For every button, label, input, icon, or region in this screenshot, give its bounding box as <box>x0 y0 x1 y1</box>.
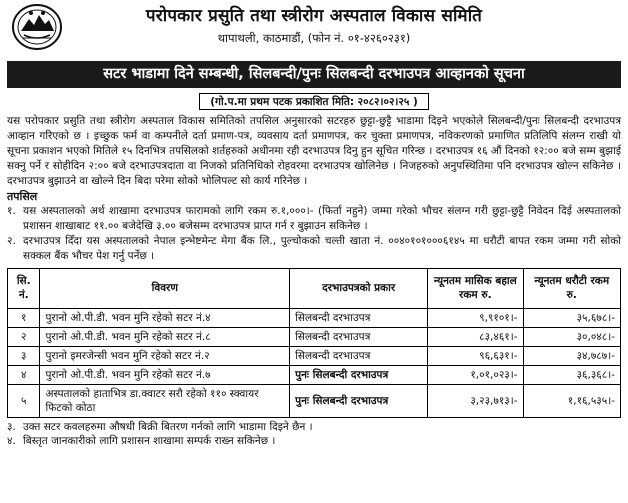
cell-deposit: ३४,७८७।- <box>523 346 620 365</box>
term-item <box>7 420 621 435</box>
cell-bid-type: सिलबन्दी दरभाउपत्र <box>290 346 428 365</box>
term-item <box>7 204 621 234</box>
cell-monthly-rent: ९६,६३१।- <box>428 346 523 365</box>
cell-deposit: ३५,६७८।- <box>523 308 620 327</box>
cell-monthly-rent: ३,२३,७१३।- <box>428 384 523 417</box>
term-number: ४. <box>7 435 16 448</box>
cell-deposit: १,१६,५३५।- <box>523 384 620 417</box>
cell-serial: ३ <box>8 346 40 365</box>
cell-description: अस्पतालको हाताभित्र डा.क्वाटर सरौ रहेको ११० स्क्वायर फिटको कोठा <box>40 384 290 417</box>
header-deposit: न्यूनतम धरौटी रकम रु. <box>523 268 620 308</box>
cell-serial: ४ <box>8 365 40 384</box>
header-serial: सि. नं. <box>8 268 40 308</box>
terms-heading: तपसिल <box>7 190 38 204</box>
notice-title: सटर भाडामा दिने सम्बन्धी, सिलबन्दी/पुनः सिलबन्दी दरभाउपत्र आव्हानको सूचना <box>7 61 621 88</box>
cell-description: पुरानो ओ.पी.डी. भवन मुनि रहेको सटर नं.८ <box>40 327 290 346</box>
cell-description: पुरानो इमरजेन्सी भवन मुनि रहेको सटर नं.२ <box>40 346 290 365</box>
cell-monthly-rent: १,०१,०२३।- <box>428 365 523 384</box>
header-monthly-rent: न्यूनतम मासिक बहाल रकम रु. <box>428 268 523 308</box>
term-item <box>7 234 621 264</box>
cell-serial: ५ <box>8 384 40 417</box>
publication-date: (गो.प.मा प्रथम पटक प्रकाशित मिति: २०८२।०२।२५ ) <box>199 93 429 110</box>
cell-bid-type: पुनः सिलबन्दी दरभाउपत्र <box>290 365 428 384</box>
terms-list <box>7 204 621 263</box>
cell-serial: १ <box>8 308 40 327</box>
notice-intro-paragraph: यस परोपकार प्रसुति तथा स्त्रीरोग अस्पताल विकास समितिको तपसिल अनुसारको सटरहरु छुट्टा-छुट्टै भाडामा दिइने भएकोले सिलबन्दी/पुनः सिलबन्दी दरभाउपत्र आव्हान गरिएको छ । इच्छुक फर्म वा कम्पनीले दर्ता प्रमाण-पत्र, व्यवसाय दर्ता प्रमाणपत्र, कर चुक्ता प्रमाणपत्र, नविकरणको प्रमाणित प्रतिलिपि संलग्न राखी यो सूचना प्रकाशन भएको मितिले १५ दिनभित्र तपसिलको शर्तहरुको अधीनमा रही दरभाउपत्र दिनु हुन सूचित गरिन्छ । दरभाउपत्र १६ औं दिनको १२:०० बजे सम्म बुझाई सक्नु पर्ने र सोहीदिन २:०० बजे दरभाउपत्रदाता वा निजको प्रतिनिधिको रोहवरमा दरभाउपत्र खोलिनेछ । निजहरुको अनुपस्थितिमा पनि दरभाउपत्र खोल्न सकिनेछ । दरभाउपत्र बुझाउने वा खोल्ने दिन बिदा परेमा सोको भोलिपल्ट सो कार्य गरिनेछ । <box>7 115 621 188</box>
table-row <box>8 308 621 327</box>
table-row <box>8 365 621 384</box>
term-text: यस अस्पतालको अर्थ शाखामा दरभाउपत्र फारामको लागि रकम रु.१,०००।- (फिर्ता नहुने) जम्मा गरेको भौचर संलग्न गरी छुट्टा-छुट्टै निवेदन दिई अस्पतालको प्रशासन शाखाबाट ११.०० बजेदेखि ३.०० बजेसम्म दरभाउपत्र प्राप्त गर्न र बुझाउन सकिनेछ । <box>23 205 621 233</box>
table-header-row <box>8 268 621 308</box>
table-row <box>8 346 621 365</box>
term-item <box>7 434 621 449</box>
cell-description: पुरानो ओ.पी.डी. भवन मुनि रहेको सटर नं.७ <box>40 365 290 384</box>
cell-monthly-rent: ८३,४६१।- <box>428 327 523 346</box>
term-text: दरभाउपत्र दिँदा यस अस्पतालको नेपाल इन्भेष्टमेन्ट मेगा बैंक लि., पुल्चोकको चल्ती खाता नं. ००४०१०१०००६१४५ मा धरौटी बापत रकम जम्मा गरी सोको सक्कल बैंक भौचर पेश गर्नु पर्नेछ । <box>23 235 621 262</box>
term-number: ३. <box>7 420 16 433</box>
header-description: विवरण <box>40 268 290 308</box>
cell-monthly-rent: ९,९१०१।- <box>428 308 523 327</box>
shutter-table <box>7 268 621 418</box>
cell-bid-type: सिलबन्दी दरभाउपत्र <box>290 308 428 327</box>
table-row <box>8 327 621 346</box>
letterhead <box>7 3 621 55</box>
organization-name: परोपकार प्रसुति तथा स्त्रीरोग अस्पताल विकास समिति <box>145 6 483 26</box>
table-row <box>8 384 621 417</box>
cell-description: पुरानो ओ.पी.डी. भवन मुनि रहेको सटर नं.४ <box>40 308 290 327</box>
publication-date-wrap <box>7 93 621 111</box>
cell-bid-type: पुनः सिलबन्दी दरभाउपत्र <box>290 384 428 417</box>
cell-serial: २ <box>8 327 40 346</box>
header-bid-type: दरभाउपत्रको प्रकार <box>290 268 428 308</box>
term-text: उक्त सटर कवलहरुमा औषधी बिक्री बितरण गर्नको लागि भाडामा दिइने छैन । <box>23 420 313 433</box>
term-number: २. <box>7 235 16 248</box>
term-text: बिस्तृत जानकारीको लागि प्रशासन शाखामा सम्पर्क राख्न सकिनेछ । <box>23 435 276 448</box>
cell-deposit: ३०,०४८।- <box>523 327 620 346</box>
cell-bid-type: सिलबन्दी दरभाउपत्र <box>290 327 428 346</box>
organization-address: थापाथली, काठमाडौं, (फोन नं. ०१-४२६०२३१) <box>217 31 411 45</box>
footer-terms-list <box>7 420 621 450</box>
term-number: १. <box>7 205 16 218</box>
cell-deposit: ३६,३६८।- <box>523 365 620 384</box>
